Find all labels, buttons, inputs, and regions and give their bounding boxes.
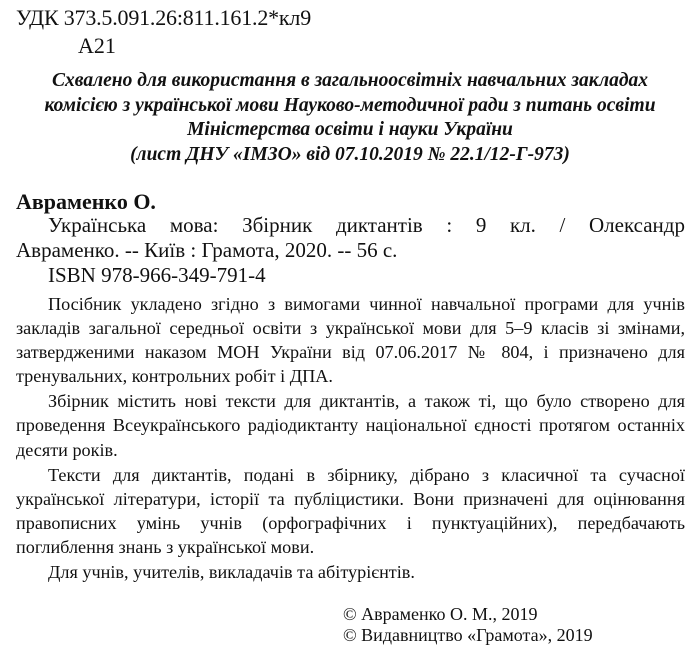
approval-line: комісією з української мови Науково-методичної ради з питань освіти bbox=[44, 94, 656, 116]
udk-classification: УДК 373.5.091.26:811.161.2*кл9 bbox=[16, 5, 311, 30]
approval-line: Міністерства освіти і науки України bbox=[187, 119, 513, 140]
isbn: ISBN 978-966-349-791-4 bbox=[48, 263, 266, 287]
approval-line: Схвалено для використання в загальноосвітніх навчальних закладах bbox=[52, 70, 648, 91]
bibliographic-line: Авраменко. -- Київ : Грамота, 2020. -- 56 с. bbox=[16, 237, 398, 262]
bibliographic-description bbox=[16, 213, 685, 262]
approval-line: (лист ДНУ «ІМЗО» від 07.10.2019 № 22.1/12-Г-973) bbox=[130, 143, 570, 165]
annotation-paragraph: Посібник укладено згідно з вимогами чинної навчальної програми для учнів закладів загальної середньої освіти з української мови для 5–9 класів зі змінами, затвердженими наказом МОН України від 07.06.2017 № 804, і призначено для тренувальних, контрольних робіт і ДПА. bbox=[16, 294, 685, 387]
annotation-paragraph: Збірник містить нові тексти для диктантів, а також ті, що було створено для проведення Всеукраїнського радіодиктанту національної єдності протягом останніх десяти років. bbox=[16, 391, 685, 460]
annotation-paragraph: Тексти для диктантів, подані в збірнику, дібрано з класичної та сучасної української літератури, історії та публіцистики. Вони призначені для оцінювання правописних умінь учнів (орфографічних і пунктуаційних), передбачають поглиблення знань з української мови. bbox=[16, 464, 685, 557]
author-sign-code: А21 bbox=[78, 33, 116, 58]
annotation bbox=[16, 292, 685, 585]
copyright-author: © Авраменко О. М., 2019 bbox=[343, 604, 538, 624]
copyright-publisher: © Видавництво «Грамота», 2019 bbox=[343, 625, 593, 645]
author-heading: Авраменко О. bbox=[16, 189, 156, 214]
approval-notice bbox=[10, 69, 690, 167]
annotation-paragraph: Для учнів, учителів, викладачів та абітурієнтів. bbox=[48, 562, 415, 583]
bibliographic-line: Українська мова: Збірник диктантів : 9 кл. / Олександр bbox=[48, 213, 685, 237]
